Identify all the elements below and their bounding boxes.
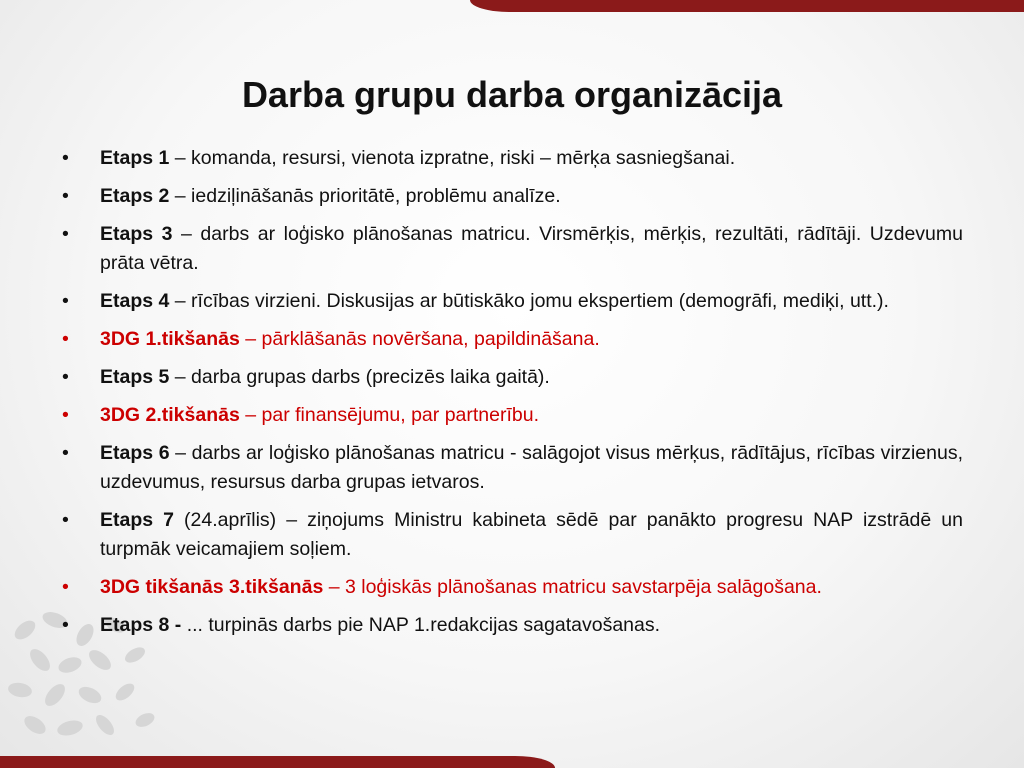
item-lead: 3DG 1.tikšanās — [100, 328, 240, 350]
list-item — [58, 439, 963, 497]
item-text: – darbs ar loģisko plānošanas matricu - salāgojot visus mērķus, rādītājus, rīcības virzienus, uzdevumus, resursus darba grupas ietvaros. — [100, 442, 963, 493]
bullet-icon: • — [62, 404, 69, 426]
bullet-icon: • — [62, 328, 69, 350]
list-item — [58, 220, 963, 278]
item-lead: Etaps 3 — [100, 223, 173, 245]
item-text: – darbs ar loģisko plānošanas matricu. Virsmērķis, mērķis, rezultāti, rādītāji. Uzdevumu prāta vētra. — [100, 223, 963, 274]
item-text: ... turpinās darbs pie NAP 1.redakcijas sagatavošanas. — [186, 614, 661, 636]
slide-title: Darba grupu darba organizācija — [241, 74, 783, 115]
list-item — [58, 401, 963, 430]
top-accent-band — [470, 0, 1024, 12]
item-lead: Etaps 6 — [100, 442, 170, 464]
bullet-icon: • — [62, 509, 69, 531]
list-item — [58, 144, 963, 173]
item-lead: Etaps 2 — [100, 185, 170, 207]
item-text: – iedziļināšanās prioritātē, problēmu analīze. — [169, 185, 561, 207]
list-item — [58, 506, 963, 564]
bullet-icon: • — [62, 223, 69, 245]
item-text: – par finansējumu, par partnerību. — [239, 404, 540, 426]
item-text: – darba grupas darbs (precizēs laika gaitā). — [169, 366, 550, 388]
item-lead: Etaps 8 - — [100, 614, 187, 636]
item-text: – rīcības virzieni. Diskusijas ar būtiskāko jomu ekspertiem (demogrāfi, mediķi, utt.). — [169, 290, 889, 312]
list-item — [58, 363, 963, 392]
item-lead: Etaps 5 — [100, 366, 170, 388]
list-item — [58, 325, 963, 354]
item-lead: Etaps 7 — [100, 509, 174, 531]
list-item — [58, 573, 963, 602]
bullet-icon: • — [62, 147, 69, 169]
bullet-icon: • — [62, 366, 69, 388]
list-item — [58, 287, 963, 316]
item-text: – 3 loģiskās plānošanas matricu savstarpēja salāgošana. — [323, 576, 822, 598]
item-lead: 3DG tikšanās 3.tikšanās — [100, 576, 324, 598]
bullet-icon: • — [62, 614, 69, 636]
item-text: (24.aprīlis) – ziņojums Ministru kabineta sēdē par panākto progresu NAP izstrādē un turpmāk veicamajiem soļiem. — [100, 509, 963, 560]
bullet-icon: • — [62, 185, 69, 207]
list-item — [58, 182, 963, 211]
list-item — [58, 611, 963, 640]
bullet-icon: • — [62, 576, 69, 598]
bullet-list — [58, 144, 963, 649]
item-lead: Etaps 4 — [100, 290, 170, 312]
bullet-icon: • — [62, 442, 69, 464]
item-lead: 3DG 2.tikšanās — [100, 404, 240, 426]
item-lead: Etaps 1 — [100, 147, 170, 169]
item-text: – komanda, resursi, vienota izpratne, riski – mērķa sasniegšanai. — [169, 147, 736, 169]
bullet-icon: • — [62, 290, 69, 312]
item-text: – pārklāšanās novēršana, papildināšana. — [239, 328, 600, 350]
